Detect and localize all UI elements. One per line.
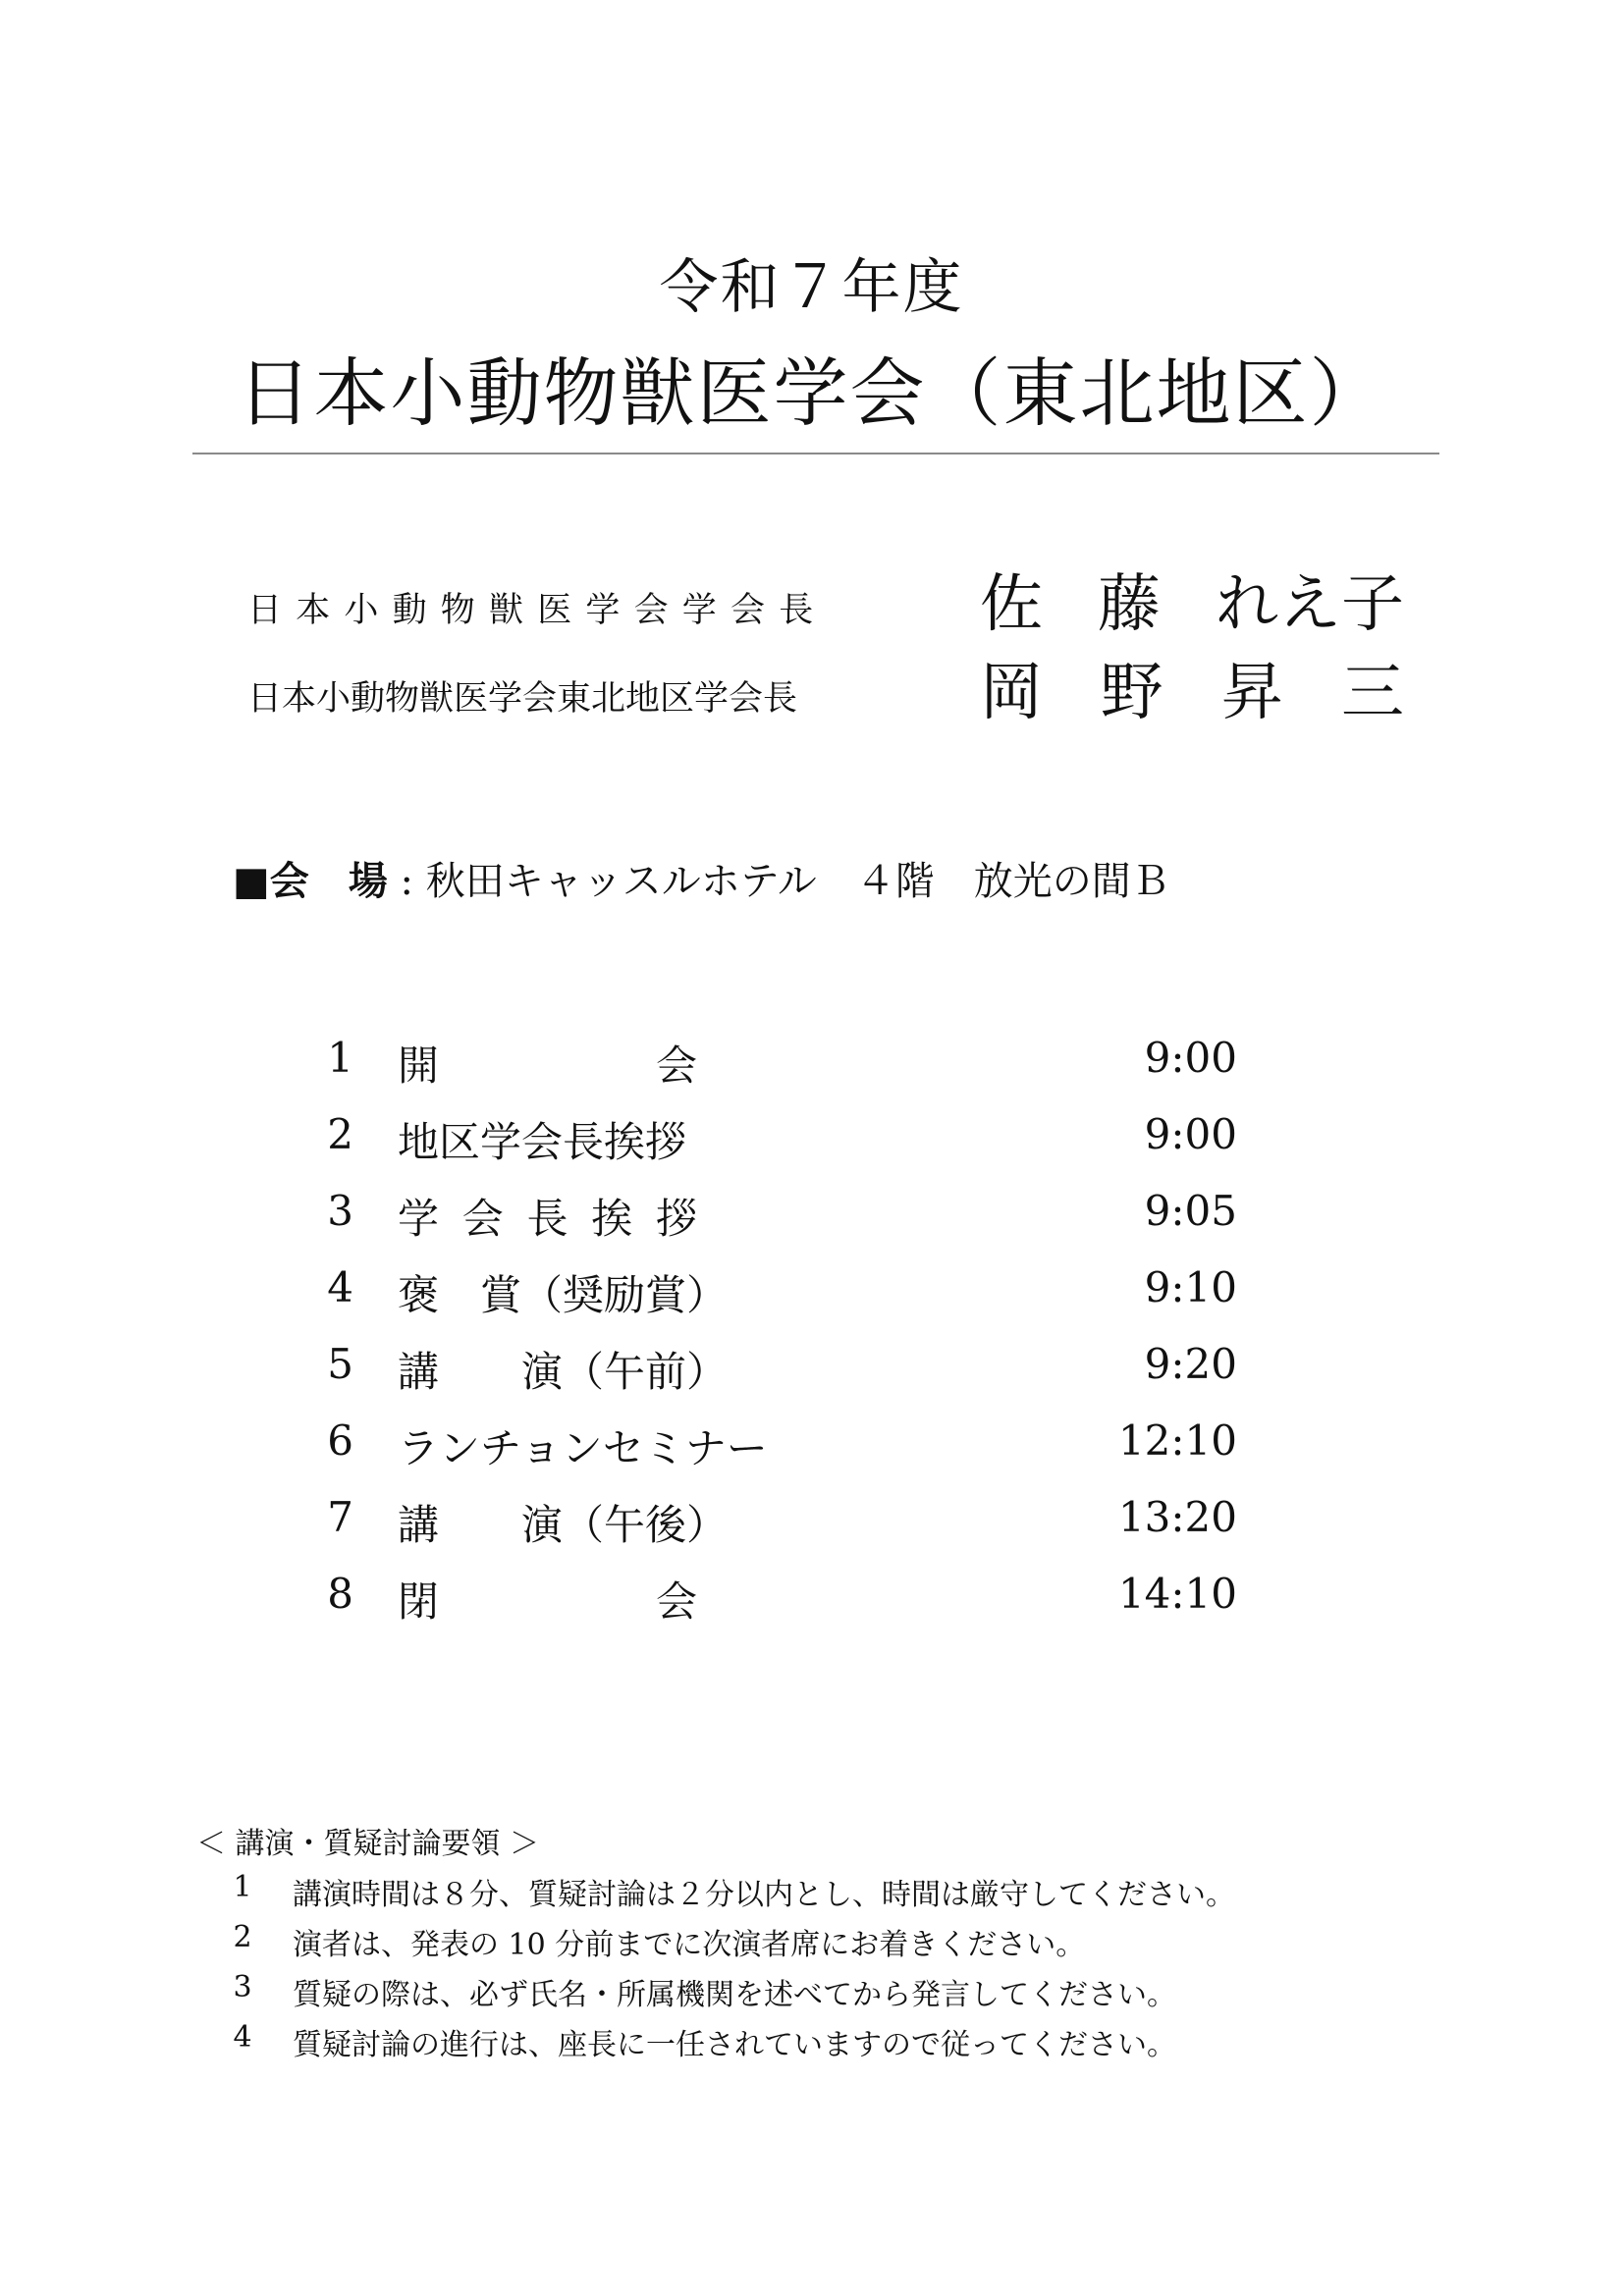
schedule-label-part: 長 [526, 1195, 568, 1243]
schedule-number: 2 [327, 1110, 353, 1158]
note-number: 2 [233, 1920, 252, 1954]
schedule-time: 9:05 [1144, 1187, 1237, 1235]
note-number: 3 [233, 1970, 252, 2004]
officer-row-regional-president [247, 654, 1406, 732]
venue-label: ■会 場 [233, 859, 388, 904]
officer-name [980, 642, 1404, 732]
schedule-row [314, 1570, 1237, 1629]
schedule-number: 7 [327, 1493, 353, 1541]
schedule-label: ランチョンセミナー [398, 1424, 768, 1472]
schedule-label [398, 1034, 697, 1093]
note-text: 質疑討論の進行は、座長に一任されていますので従ってください。 [293, 2028, 1176, 2062]
schedule-label-part: 会 [461, 1195, 504, 1243]
schedule-number: 4 [327, 1263, 353, 1311]
officer-row-president [247, 565, 1406, 644]
schedule-row [314, 1263, 1237, 1322]
title-divider [192, 453, 1439, 454]
venue-line [233, 850, 1170, 906]
schedule-time: 9:00 [1144, 1034, 1237, 1082]
schedule-number: 3 [327, 1187, 353, 1235]
schedule-row [314, 1340, 1237, 1399]
note-text: 講演時間は８分、質疑討論は２分以内とし、時間は厳守してください。 [293, 1878, 1235, 1912]
schedule-time: 9:10 [1144, 1263, 1237, 1311]
officer-name-part: 三 [1340, 657, 1404, 729]
schedule-number: 8 [327, 1570, 353, 1618]
note-number: 1 [233, 1870, 252, 1904]
schedule-label-part: 会 [655, 1577, 697, 1626]
officer-name-part: 佐 [980, 568, 1043, 641]
venue-separator: : [400, 859, 413, 904]
schedule-time: 12:10 [1117, 1416, 1237, 1465]
officer-name-part: 昇 [1220, 657, 1284, 729]
schedule-label-part: 挨 [591, 1195, 633, 1243]
schedule-row [314, 1416, 1237, 1475]
venue-value: 秋田キャッスルホテル ４階 放光の間Ｂ [425, 859, 1170, 904]
title-society: 日本小動物獣医学会（東北地区） [237, 349, 1386, 437]
schedule-label-part: 拶 [655, 1195, 697, 1243]
officer-role: 日本小動物獣医学会東北地区学会長 [247, 679, 798, 719]
schedule-time: 9:00 [1144, 1110, 1237, 1158]
schedule-time: 9:20 [1144, 1340, 1237, 1388]
officer-name-part: 野 [1100, 657, 1163, 729]
schedule-label: 講 演（午後） [398, 1501, 729, 1549]
schedule-label-part: 会 [655, 1041, 697, 1090]
title-year: 令和７年度 [659, 253, 964, 322]
schedule-time: 13:20 [1117, 1493, 1237, 1541]
schedule-label: 地区学会長挨拶 [398, 1118, 687, 1166]
schedule-row [314, 1034, 1237, 1093]
schedule-number: 6 [327, 1416, 353, 1465]
schedule-label [398, 1570, 697, 1629]
schedule-row [314, 1493, 1237, 1552]
officer-name [980, 554, 1404, 644]
schedule-label: 講 演（午前） [398, 1348, 729, 1396]
schedule-label-part: 閉 [398, 1577, 440, 1626]
officer-name-part: 岡 [980, 657, 1043, 729]
officer-name-part: れえ子 [1216, 568, 1404, 641]
schedule-number: 1 [327, 1034, 353, 1082]
schedule-label-part: 開 [398, 1041, 440, 1090]
note-text: 演者は、発表の 10 分前までに次演者席にお着きください。 [293, 1928, 1086, 1962]
officer-role: 日本小動物獣医学会学会長 [247, 591, 828, 630]
note-text: 質疑の際は、必ず氏名・所属機関を述べてから発言してください。 [293, 1978, 1176, 2012]
schedule-label [398, 1187, 697, 1246]
schedule-label: 褒 賞（奨励賞） [398, 1271, 729, 1319]
schedule-number: 5 [327, 1340, 353, 1388]
schedule-label-part: 学 [398, 1195, 440, 1243]
schedule-time: 14:10 [1117, 1570, 1237, 1618]
note-number: 4 [233, 2020, 252, 2055]
schedule-row [314, 1187, 1237, 1246]
notes-heading: ＜ 講演・質疑討論要領 ＞ [196, 1827, 540, 1861]
schedule-row [314, 1110, 1237, 1169]
officer-name-part: 藤 [1098, 568, 1161, 641]
